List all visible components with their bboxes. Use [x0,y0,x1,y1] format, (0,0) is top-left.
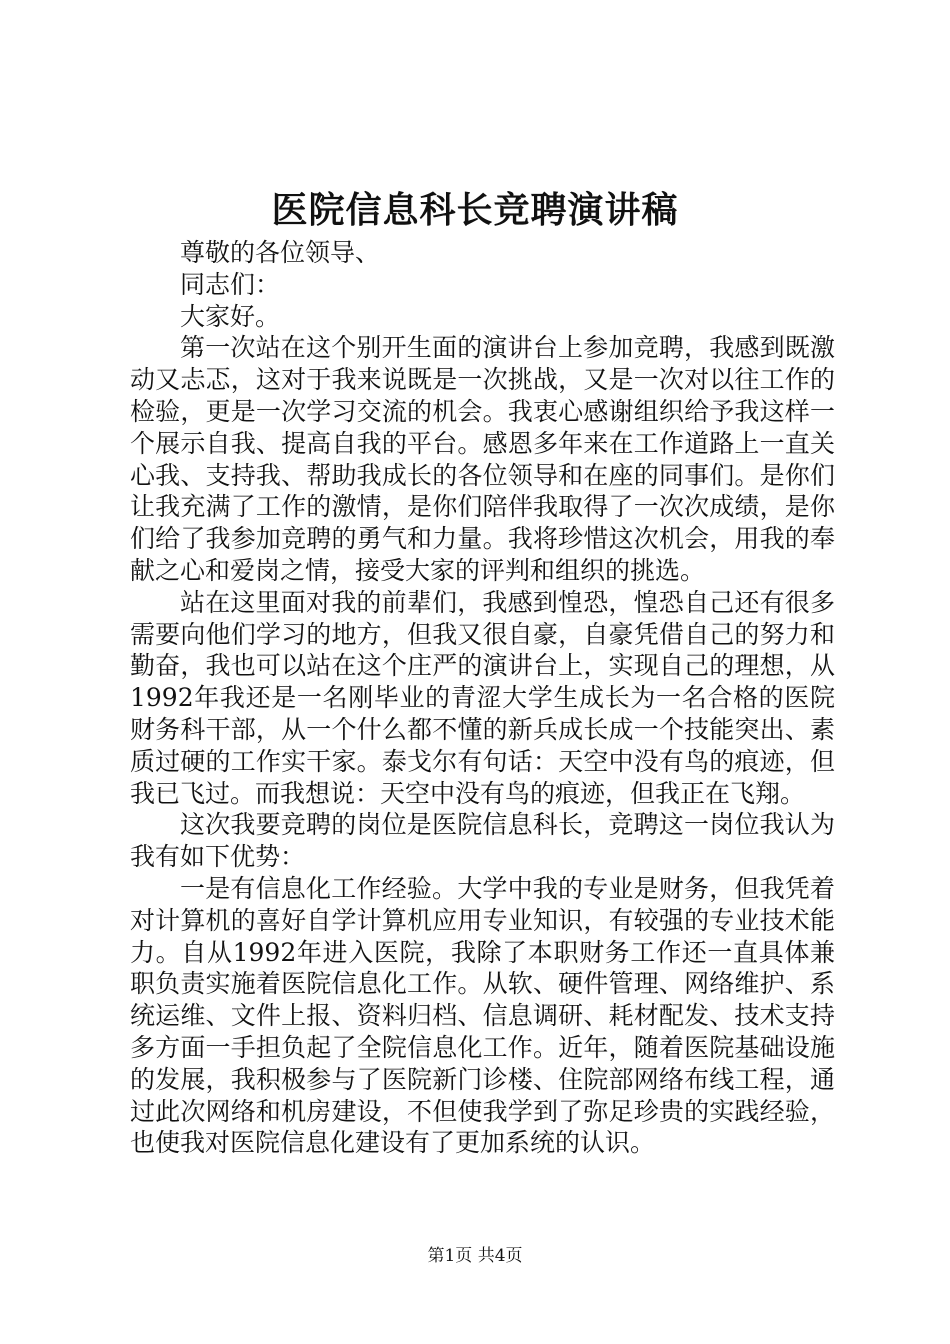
document-title: 医院信息科长竞聘演讲稿 [271,189,679,231]
paragraph-salutation-1: 尊敬的各位领导、 [180,238,381,267]
document-body [130,237,835,1159]
paragraph-position: 这次我要竞聘的岗位是医院信息科长，竞聘这一岗位我认为我有如下优势： [130,810,835,872]
paragraph-advantage-1: 一是有信息化工作经验。大学中我的专业是财务，但我凭着对计算机的喜好自学计算机应用专业知识，有较强的专业技术能力。自从1992年进入医院，我除了本职财务工作还一直具体兼职负责实施着医院信息化工作。从软、硬件管理、网络维护、系统运维、文件上报、资料归档、信息调研、耗材配发、技术支持多方面一手担负起了全院信息化工作。近年，随着医院基础设施的发展，我积极参与了医院新门诊楼、住院部网络布线工程，通过此次网络和机房建设，不但使我学到了弥足珍贵的实践经验，也使我对医院信息化建设有了更加系统的认识。 [130,873,835,1158]
paragraph-opening: 第一次站在这个别开生面的演讲台上参加竞聘，我感到既激动又忐忑，这对于我来说既是一次挑战，又是一次对以往工作的检验，更是一次学习交流的机会。我衷心感谢组织给予我这样一个展示自我、提高自我的平台。感恩多年来在工作道路上一直关心我、支持我、帮助我成长的各位领导和在座的同事们。是你们让我充满了工作的激情，是你们陪伴我取得了一次次成绩，是你们给了我参加竞聘的勇气和力量。我将珍惜这次机会，用我的奉献之心和爱岗之情，接受大家的评判和组织的挑选。 [130,333,835,585]
paragraph-greeting: 大家好。 [180,301,281,331]
paragraph-salutation-2: 同志们： [180,269,281,299]
page-footer: 第1页 共4页 [427,1246,523,1266]
paragraph-background: 站在这里面对我的前辈们，我感到惶恐，惶恐自己还有很多需要向他们学习的地方，但我又很自豪，自豪凭借自己的努力和勤奋，我也可以站在这个庄严的演讲台上，实现自己的理想，从1992年我还是一名刚毕业的青涩大学生成长为一名合格的医院财务科干部，从一个什么都不懂的新兵成长成一个技能突出、素质过硬的工作实干家。泰戈尔有句话：天空中没有鸟的痕迹，但我已飞过。而我想说：天空中没有鸟的痕迹，但我正在飞翔。 [130,587,835,808]
